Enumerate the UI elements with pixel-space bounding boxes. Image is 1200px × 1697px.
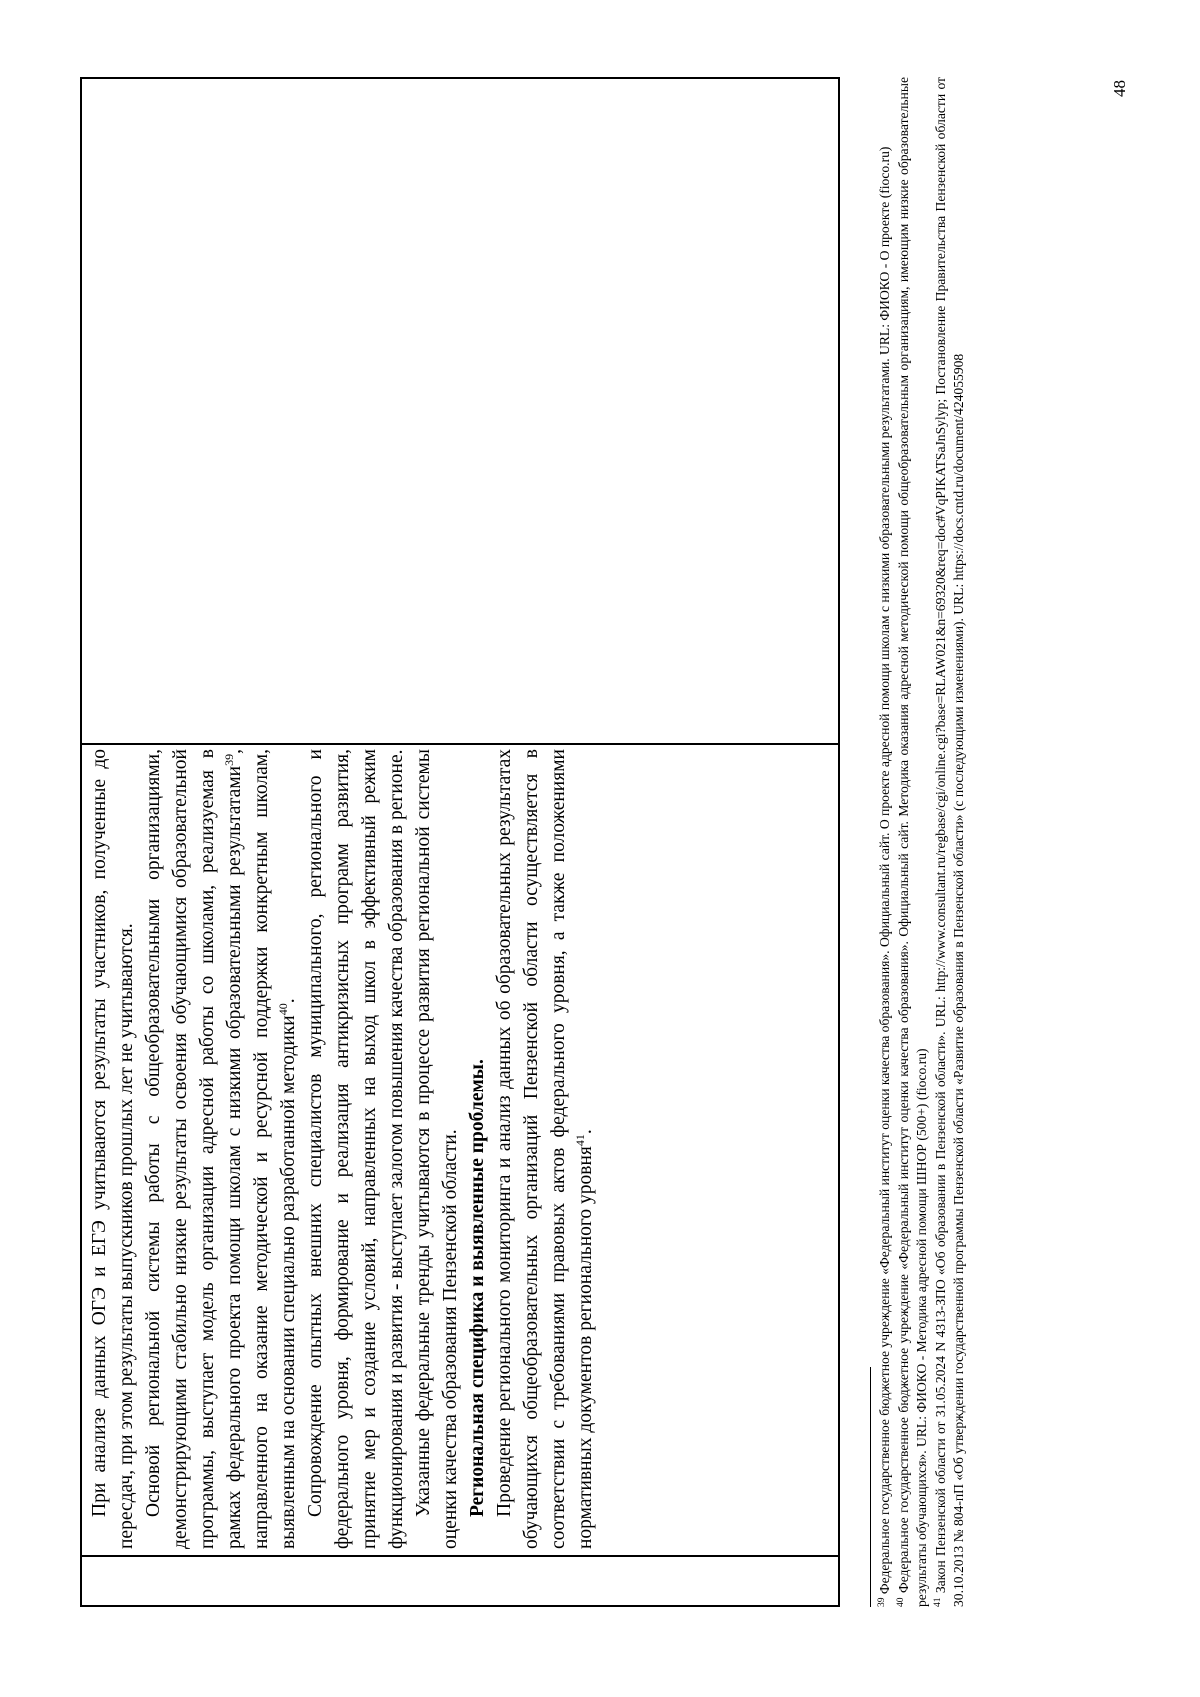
section-heading-regional-specifics: Региональная специфика и выявленные проблемы. (467, 1059, 488, 1517)
paragraph-monitoring: Проведение регионального мониторинга и анализ данных об образовательных результатах обучающихся общеобразовательных организаций Пензенской области осуществляется в соответствии с требованиями правовых актов федерального уровня, а также положениями нормативных документов регионального уровня$^{41}$. (494, 749, 596, 1549)
page-number: 48 (1110, 80, 1129, 97)
content-table (80, 77, 840, 1607)
paragraph-regional-system: Основой региональной системы работы с общеобразовательными организациями, демонстрирующими стабильно низкие результаты освоения обучающимися образовательной программы, выступает модель организации адресной работы со школами, реализуемая в рамках федерального проекта помощи школам с низкими образовательными результатами$^{39}$, направленного на оказание методической и ресурсной поддержки конкретным школам, выявленным на основании специально разработанной методики$^{40}$. (143, 749, 299, 1549)
footnote-41: $^{41}$ Закон Пензенской области от 31.05.2024 N 4313-ЗПО «Об образовании в Пензенской области». URL: http://www.consultant.ru/regbase/cgi/online.cgi?base=RLAW021&n=69320&req=doc#VqPIKATSaJnSylyp; Постановление Правительства Пензенской области от 30.10.2013 № 804-пП «Об утверждении государственной программы Пензенской области «Развитие образования в Пензенской области» (с последующими изменениями). URL: https://docs.cntd.ru/document/424055908 (933, 77, 966, 1607)
table-column-divider-left (82, 1555, 838, 1557)
footnotes (876, 77, 969, 1607)
footnote-ref-39: 39 (222, 753, 236, 766)
paragraph-federal-trends: Указанные федеральные тренды учитываются в процессе развития региональной системы оценки качества образования Пензенской области. (413, 749, 461, 1549)
footnote-separator (870, 1367, 871, 1607)
footnote-ref-41: 41 (573, 1134, 587, 1147)
footnote-ref-40: 40 (276, 1003, 290, 1016)
footnote-39: $^{39}$ Федеральное государственное бюджетное учреждение «Федеральный институт оценки качества образования». Официальный сайт. О проекте адресной помощи школам с низкими образовательными результатами. URL: ФИОКО - О проекте (fioco.ru) (877, 146, 892, 1607)
paragraph-oge-ege: При анализе данных ОГЭ и ЕГЭ учитываются результаты участников, полученные до пересдач, при этом результаты выпускников прошлых лет не учитываются. (89, 749, 137, 1549)
table-text-cell (86, 749, 599, 1549)
table-column-divider-right (82, 743, 838, 745)
footnote-40: $^{40}$ Федеральное государственное бюджетное учреждение «Федеральный институт оценки качества образования». Официальный сайт. Методика оказания адресной методической помощи общеобразовательным организациям, имеющим низкие образовательные результаты обучающихся». URL: ФИОКО - Методика адресной помощи ШНОР (500+) (fioco.ru) (896, 77, 929, 1607)
paragraph-specialists: Сопровождение опытных внешних специалистов муниципального, регионального и федерального уровня, формирование и реализация антикризисных программ развития, принятие мер и создание условий, направленных на выход школ в эффективный режим функционирования и развития - выступает залогом повышения качества образования в регионе. (305, 749, 407, 1549)
